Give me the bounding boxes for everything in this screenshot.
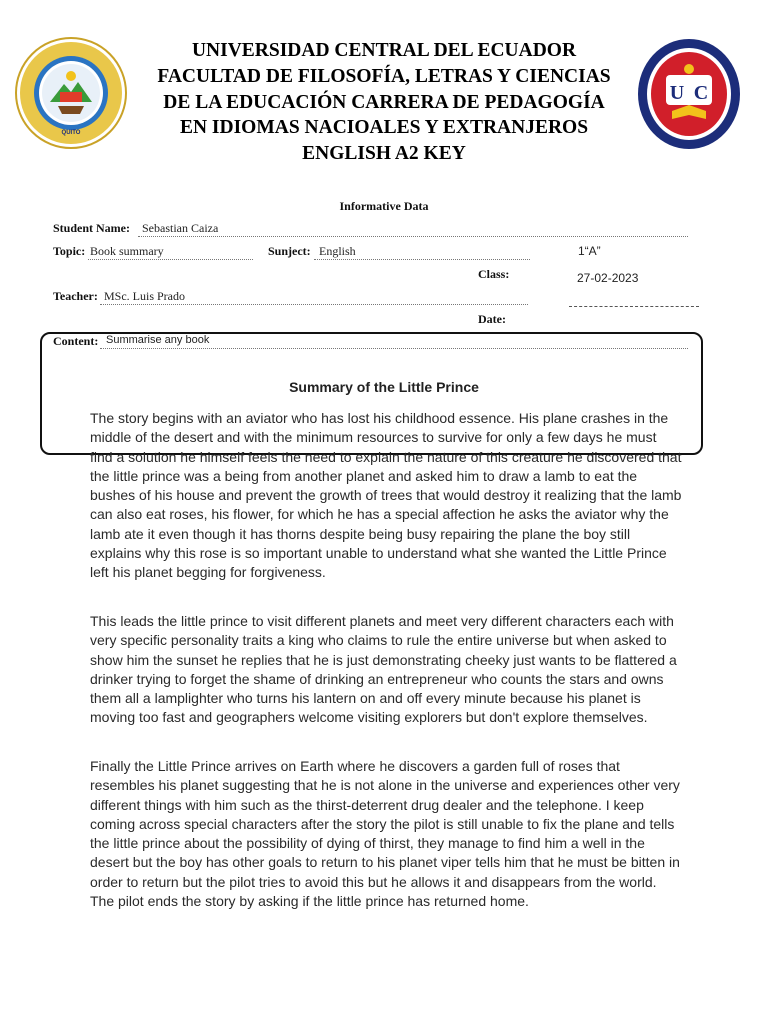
informative-data-title: Informative Data	[339, 199, 429, 213]
date-label: Date:	[478, 312, 506, 326]
subject-label: Sunject:	[268, 244, 311, 258]
student-name-line	[138, 236, 688, 237]
summary-title: Summary of the Little Prince	[289, 379, 479, 395]
svg-text:QUITO: QUITO	[61, 130, 81, 136]
date-line	[569, 306, 699, 307]
teacher-label: Teacher:	[53, 289, 98, 303]
institution-header	[130, 38, 638, 167]
header-line-languages: EN IDIOMAS NACIOALES Y EXTRANJEROS	[179, 117, 589, 139]
header-line-education: DE LA EDUCACIÓN CARRERA DE PEDAGOGÍA	[163, 91, 605, 113]
content-value: Summarise any book	[106, 334, 210, 346]
student-name-value: Sebastian Caiza	[142, 221, 219, 235]
topic-line	[88, 259, 253, 260]
content-label: Content:	[53, 334, 99, 348]
date-value: 27-02-2023	[577, 271, 639, 285]
header-line-faculty: FACULTAD DE FILOSOFÍA, LETRAS Y CIENCIAS	[157, 65, 611, 87]
class-label: Class:	[478, 267, 510, 281]
summary-paragraph-3: Finally the Little Prince arrives on Earth where he discovers a garden full of roses that resembles his planet suggesting that he is not alone in the universe and experiences other very different things with him such as the thirst-deterrent drug dealer and the telephone. I keep coming across special characters after the story the pilot is still unable to fix the plane and tells the little prince about the possibility of dying of thirst, they manage to find him a well in the desert but the boy has other goals to return to his planet viper tells him that he must be bitten in order to return but the pilot tries to avoid this but he allows it and disappears from the world. The pilot ends the story by asking if the little prince has returned home.	[90, 758, 680, 910]
summary-paragraph-1: The story begins with an aviator who has lost his childhood essence. His plane crashes in the middle of the desert and with the minimum resources to survive for only a few days he must find a solution he himself feels the need to explain the nature of this creature he discovered that the little prince was a being from another planet and asked him to draw a lamb to eat the bushes of his house and prevent the growth of trees that would destroy it realizing that the lamb can also eat roses, his flower, for which he has a special affection he asks the aviator why the lamb ate it even though it has thorns despite being busy repairing the plane the boy still explains why this rose is so important unable to understand what she wanted the Little Prince left his planet begging for forgiveness.	[90, 410, 682, 581]
summary-paragraph-2: This leads the little prince to visit different planets and meet very different characters each with very specific personality traits a king who claims to rule the entire universe but when asked to show him the sunset he replies that he is just demonstrating cheeky just wants to be flattered a drinker trying to forget the shame of drinking an entrepreneur who counts the stars and owns them all a lamplighter who turns his lantern on and off every minute because his planet is moving too fast and geographers welcome visiting explorers but don't explore themselves.	[90, 613, 677, 726]
header-line-course: ENGLISH A2 KEY	[302, 143, 466, 165]
topic-value: Book summary	[90, 244, 164, 258]
teacher-line	[100, 304, 528, 305]
header-line-university: UNIVERSIDAD CENTRAL DEL ECUADOR	[191, 40, 577, 61]
topic-label: Topic:	[53, 244, 86, 258]
student-name-label: Student Name:	[53, 221, 130, 235]
faculty-seal-logo	[636, 37, 742, 151]
university-seal-logo	[14, 36, 128, 150]
svg-text:C: C	[693, 82, 709, 104]
subject-value: English	[319, 244, 356, 258]
grade-value: 1“A”	[578, 244, 601, 258]
svg-text:U: U	[669, 82, 685, 104]
teacher-value: MSc. Luis Prado	[104, 289, 185, 303]
subject-line	[314, 259, 530, 260]
